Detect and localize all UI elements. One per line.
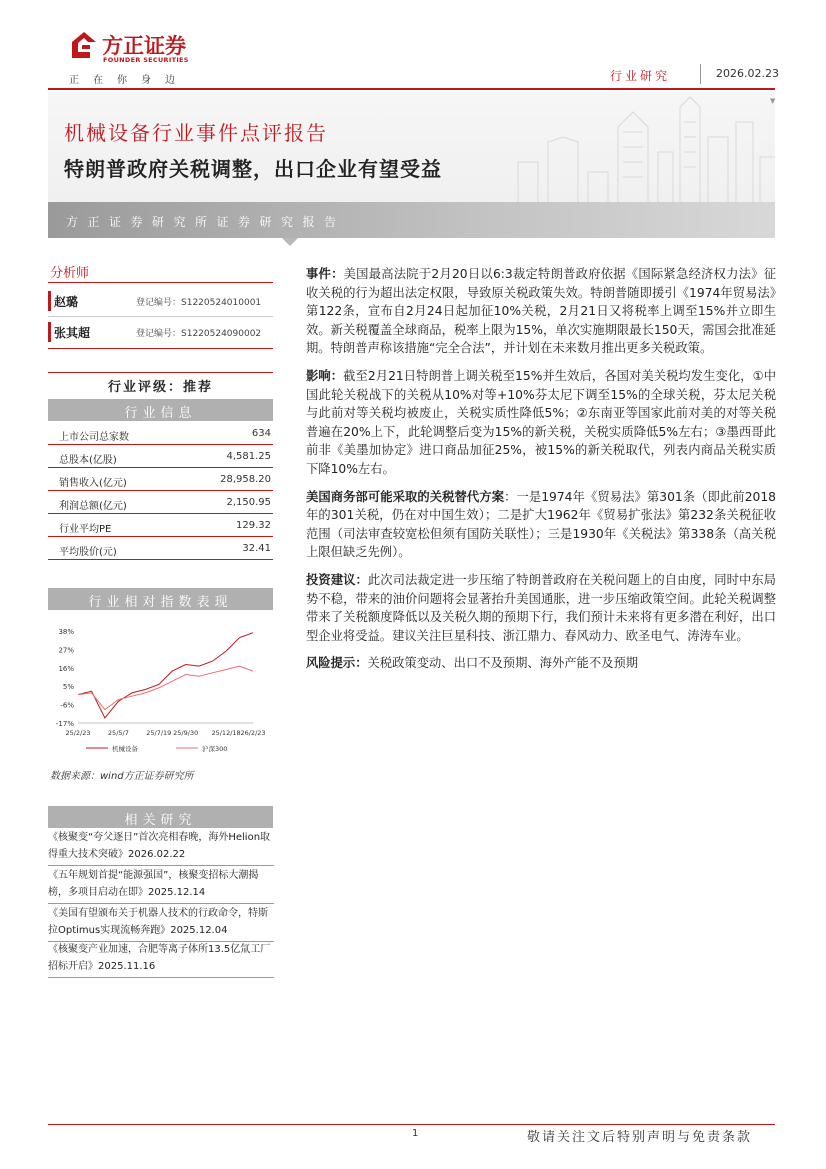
analyst-name: 赵璐: [54, 295, 79, 309]
related-research-item[interactable]: 《美国有望颁布关于机器人技术的行政命令，特斯拉Optimus实现流畅奔跑》2025.12.04: [48, 905, 274, 942]
x-tick-label: 25/12/18: [211, 729, 241, 737]
info-row: [48, 445, 273, 468]
analyst-marker: [48, 322, 51, 342]
report-category: 行业研究: [610, 69, 671, 83]
header-divider: [700, 64, 701, 84]
info-value: 634: [251, 428, 271, 439]
footer-rule: [48, 1124, 775, 1125]
logo-name: 方正证券: [102, 34, 186, 58]
banner-subtitle: 方正证券研究所证券研究报告: [66, 215, 346, 229]
investment-paragraph: [306, 571, 776, 645]
y-tick-label: -17%: [55, 720, 74, 728]
y-tick-label: 5%: [62, 683, 74, 692]
impact-text: 截至2月21日特朗普上调关税至15%并生效后，各国对美关税均发生变化，①中国此轮关税战下的关税从10%对等+10%芬太尼下调至15%的全球关税，芬太尼关税与此前对等关税均被废止，关税实质性降低5%；②东南亚等国家此前对美的对等关税普遍在20%上下，此轮调整后变为15%的新关税，关税实质降低5%左右；③墨西哥此前非《美墨加协定》进口商品加征25%，被15%的新关税取代，列表内商品关税实质下降10%左右。: [306, 368, 776, 476]
page-number: 1: [412, 1128, 419, 1139]
index-chart-heading: 行业相对指数表现: [48, 588, 273, 610]
event-text: 美国最高法院于2月20日以6:3裁定特朗普政府依据《国际紧急经济权力法》征收关税的行为超出法定权限，导致原关税政策失效。特朗普随即援引《1974年贸易法》第122条，宣布自2月24日起加征10%关税，2月21日又将税率上调至15%并立即生效。新关税覆盖全球商品，税率上限为15%，单次实施期限最长150天，需国会批准延期。特朗普声称该措施“完全合法”，并计划在未来数月推出更多关税政策。: [306, 267, 776, 356]
risk-paragraph: [306, 654, 776, 673]
analyst-row: [48, 287, 273, 317]
data-source-note: 数据来源：wind方正证券研究所: [50, 771, 194, 782]
analyst-registration: 登记编号：S1220524010001: [136, 298, 262, 308]
alternatives-heading: 美国商务部可能采取的关税替代方案: [306, 489, 505, 504]
index-chart: [48, 613, 273, 760]
info-row: [48, 491, 273, 514]
report-type: 机械设备行业事件点评报告: [64, 121, 328, 145]
related-research-item[interactable]: 《五年规划首提“能源强国”，核聚变招标大潮揭榜，多项目启动在即》2025.12.14: [48, 867, 274, 904]
related-research-item[interactable]: 《核聚变“夸父逐日”首次亮相春晚，海外Helion取得重大技术突破》2026.02.22: [48, 829, 274, 866]
info-row: [48, 422, 273, 445]
report-date: 2026.02.23: [716, 67, 779, 80]
alternatives-paragraph: [306, 488, 776, 562]
page-title: 特朗普政府关税调整，出口企业有望受益: [64, 157, 442, 181]
index-chart-svg: [48, 613, 273, 760]
company-logo: [66, 28, 200, 68]
related-research-heading: 相关研究: [48, 806, 273, 828]
info-value: 28,958.20: [220, 474, 271, 485]
banner-mark-icon: ▼: [770, 97, 776, 105]
analyst-marker: [48, 291, 51, 311]
y-tick-label: 38%: [58, 628, 74, 636]
logo-mark-icon: [66, 28, 100, 64]
footer-disclaimer: 敬请关注文后特别声明与免责条款: [527, 1130, 753, 1145]
y-tick-label: -6%: [60, 701, 74, 710]
slogan: 正在你身边: [69, 75, 189, 86]
risk-heading: 风险提示：: [306, 656, 368, 671]
legend-label: 机械设备: [112, 745, 138, 753]
series-line: [78, 633, 253, 718]
analyst-row: [48, 318, 273, 348]
x-tick-label: 26/2/23: [240, 729, 266, 737]
info-value: 2,150.95: [226, 497, 271, 508]
info-label: 行业平均PE: [59, 524, 112, 535]
header-rule: [48, 88, 775, 90]
info-label: 上市公司总家数: [59, 432, 129, 443]
alternatives-text: ：一是1974年《贸易法》第301条（即此前2018年的301关税，仍在对中国生效）；二是扩大1962年《贸易扩张法》第232条关税征收范围（司法审查较宽松但须有国防关联性）；三是1930年《关税法》第338条（高关税上限但缺乏先例）。: [306, 489, 776, 560]
analyst-heading: 分析师: [50, 266, 90, 281]
impact-heading: 影响：: [306, 368, 344, 383]
banner-pointer-icon: [282, 238, 298, 246]
info-row: [48, 468, 273, 491]
x-tick-label: 25/5/7: [107, 729, 129, 737]
legend-label: 沪深300: [202, 745, 228, 753]
investment-heading: 投资建议：: [306, 572, 368, 587]
info-row: [48, 514, 273, 537]
impact-paragraph: [306, 367, 776, 479]
y-tick-label: 27%: [58, 646, 74, 655]
logo-english-name: FOUNDER SECURITIES: [103, 56, 189, 64]
industry-info-heading: 行业信息: [48, 399, 273, 421]
analyst-heading-rule: [48, 282, 273, 283]
analyst-bottom-rule: [48, 348, 273, 349]
analyst-name: 张其超: [54, 326, 91, 340]
investment-text: 此次司法裁定进一步压缩了特朗普政府在关税问题上的自由度，同时中东局势不稳，带来的油价问题将会显著抬升美国通胀，进一步压缩政策空间。此轮关税调整带来了关税额度降低以及关税久期的预期下行，我们预计未来将有更多潜在利好，出口型企业将受益。建议关注巨星科技、浙江鼎力、春风动力、欧圣电气、涛涛车业。: [306, 572, 776, 643]
info-label: 利润总额(亿元): [59, 501, 127, 512]
info-label: 平均股价(元): [59, 547, 117, 558]
industry-rating: 行业评级：推荐: [107, 380, 213, 395]
event-paragraph: [306, 265, 776, 358]
risk-text: 关税政策变动、出口不及预期、海外产能不及预期: [367, 656, 639, 671]
event-heading: 事件：: [306, 267, 344, 281]
info-value: 4,581.25: [226, 451, 271, 462]
related-research-item[interactable]: 《核聚变产业加速，合肥等离子体所13.5亿氚工厂招标开启》2025.11.16: [48, 941, 274, 978]
info-row: [48, 537, 273, 560]
x-tick-label: 25/7/19: [146, 729, 172, 737]
series-line: [78, 666, 253, 710]
info-label: 总股本(亿股): [59, 455, 117, 466]
y-tick-label: 16%: [58, 664, 74, 673]
info-value: 129.32: [236, 520, 271, 531]
x-tick-label: 25/9/30: [173, 729, 199, 737]
info-value: 32.41: [242, 543, 271, 554]
info-label: 销售收入(亿元): [59, 478, 127, 489]
analyst-divider: [48, 316, 273, 317]
report-body: [306, 265, 776, 682]
x-tick-label: 25/2/23: [65, 729, 91, 737]
analyst-registration: 登记编号：S1220524090002: [136, 329, 262, 339]
